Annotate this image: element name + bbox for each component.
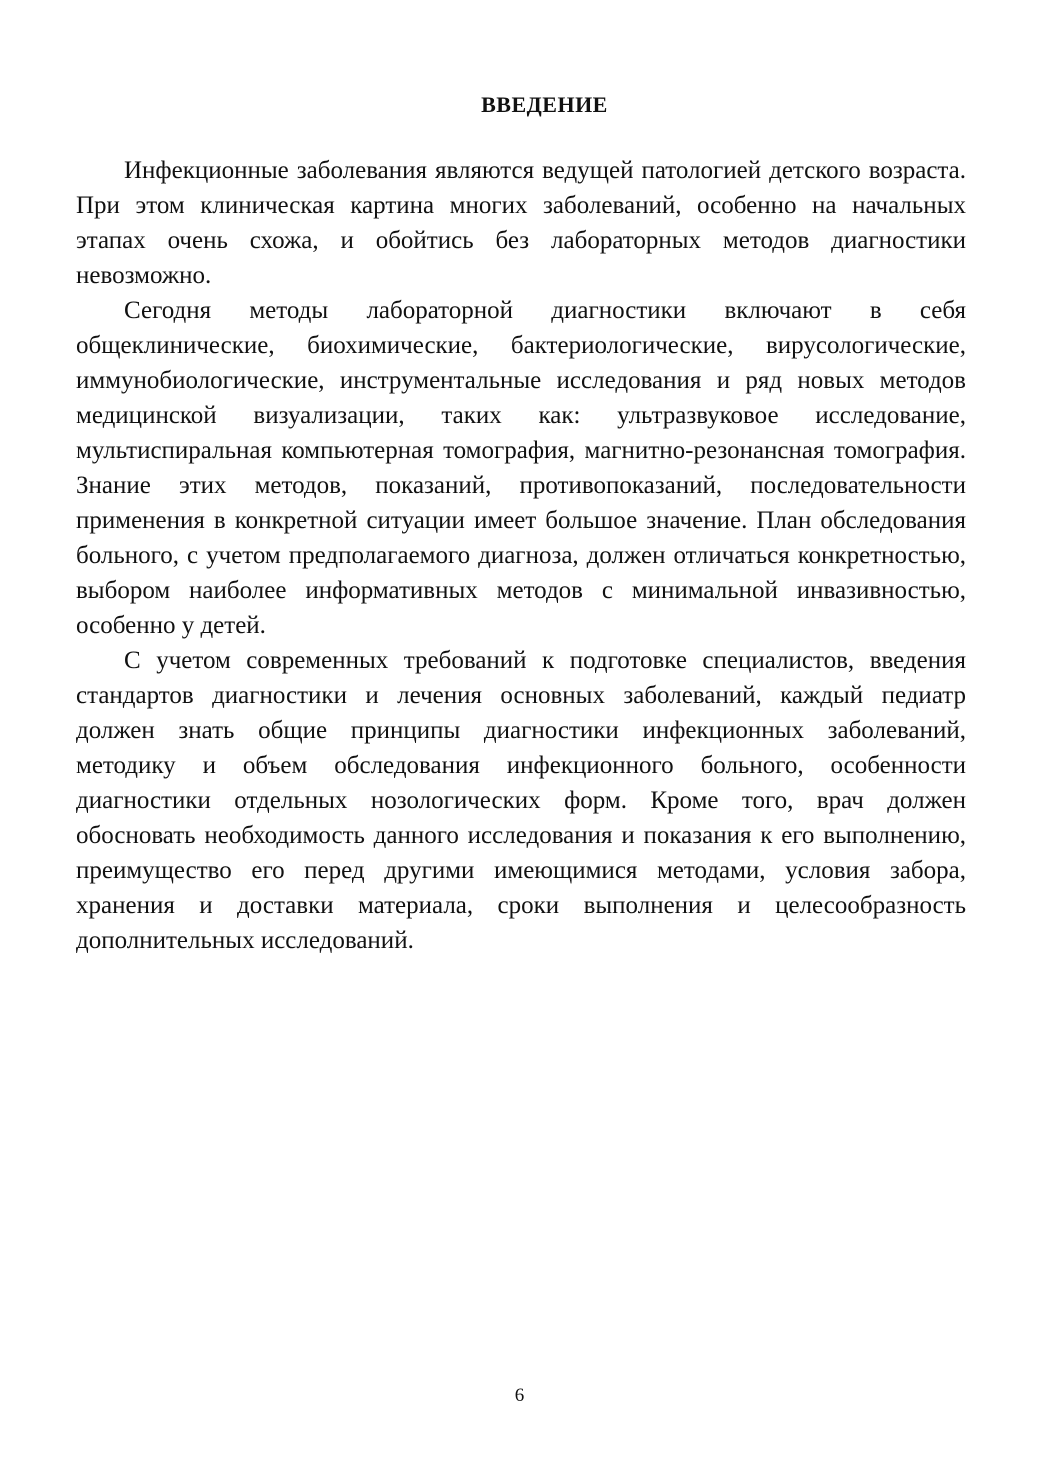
paragraph-3: С учетом современных требований к подготовке специалистов, введения стандартов диагностики и лечения основных заболеваний, каждый педиатр должен знать общие принципы диагностики инфекционных заболеваний, методику и объем обследования инфекционного больного, особенности диагностики отдельных нозологических форм. Кроме того, врач должен обосновать необходимость данного исследования и показания к его выполнению, преимущество его перед другими имеющимися методами, условия забора, хранения и доставки материала, сроки выполнения и целесообразность дополнительных исследований. — [76, 647, 966, 954]
page-number: 6 — [514, 1385, 525, 1406]
page-title: ВВЕДЕНИЕ — [481, 92, 608, 117]
paragraph-1: Инфекционные заболевания являются ведущей патологией детского возраста. При этом клиническая картина многих заболеваний, особенно на начальных этапах очень схожа, и обойтись без лабораторных методов диагностики невозможно. — [76, 157, 966, 289]
body-text — [76, 153, 966, 958]
paragraph-2: Сегодня методы лабораторной диагностики включают в себя общеклинические, биохимические, бактериологические, вирусологические, иммунобиологические, инструментальные исследования и ряд новых методов медицинской визуализации, таких как: ультразвуковое исследование, мультиспиральная компьютерная томография, магнитно-резонансная томография. Знание этих методов, показаний, противопоказаний, последовательности применения в конкретной ситуации имеет большое значение. План обследования больного, с учетом предполагаемого диагноза, должен отличаться конкретностью, выбором наиболее информативных методов с минимальной инвазивностью, особенно у детей. — [76, 297, 966, 639]
